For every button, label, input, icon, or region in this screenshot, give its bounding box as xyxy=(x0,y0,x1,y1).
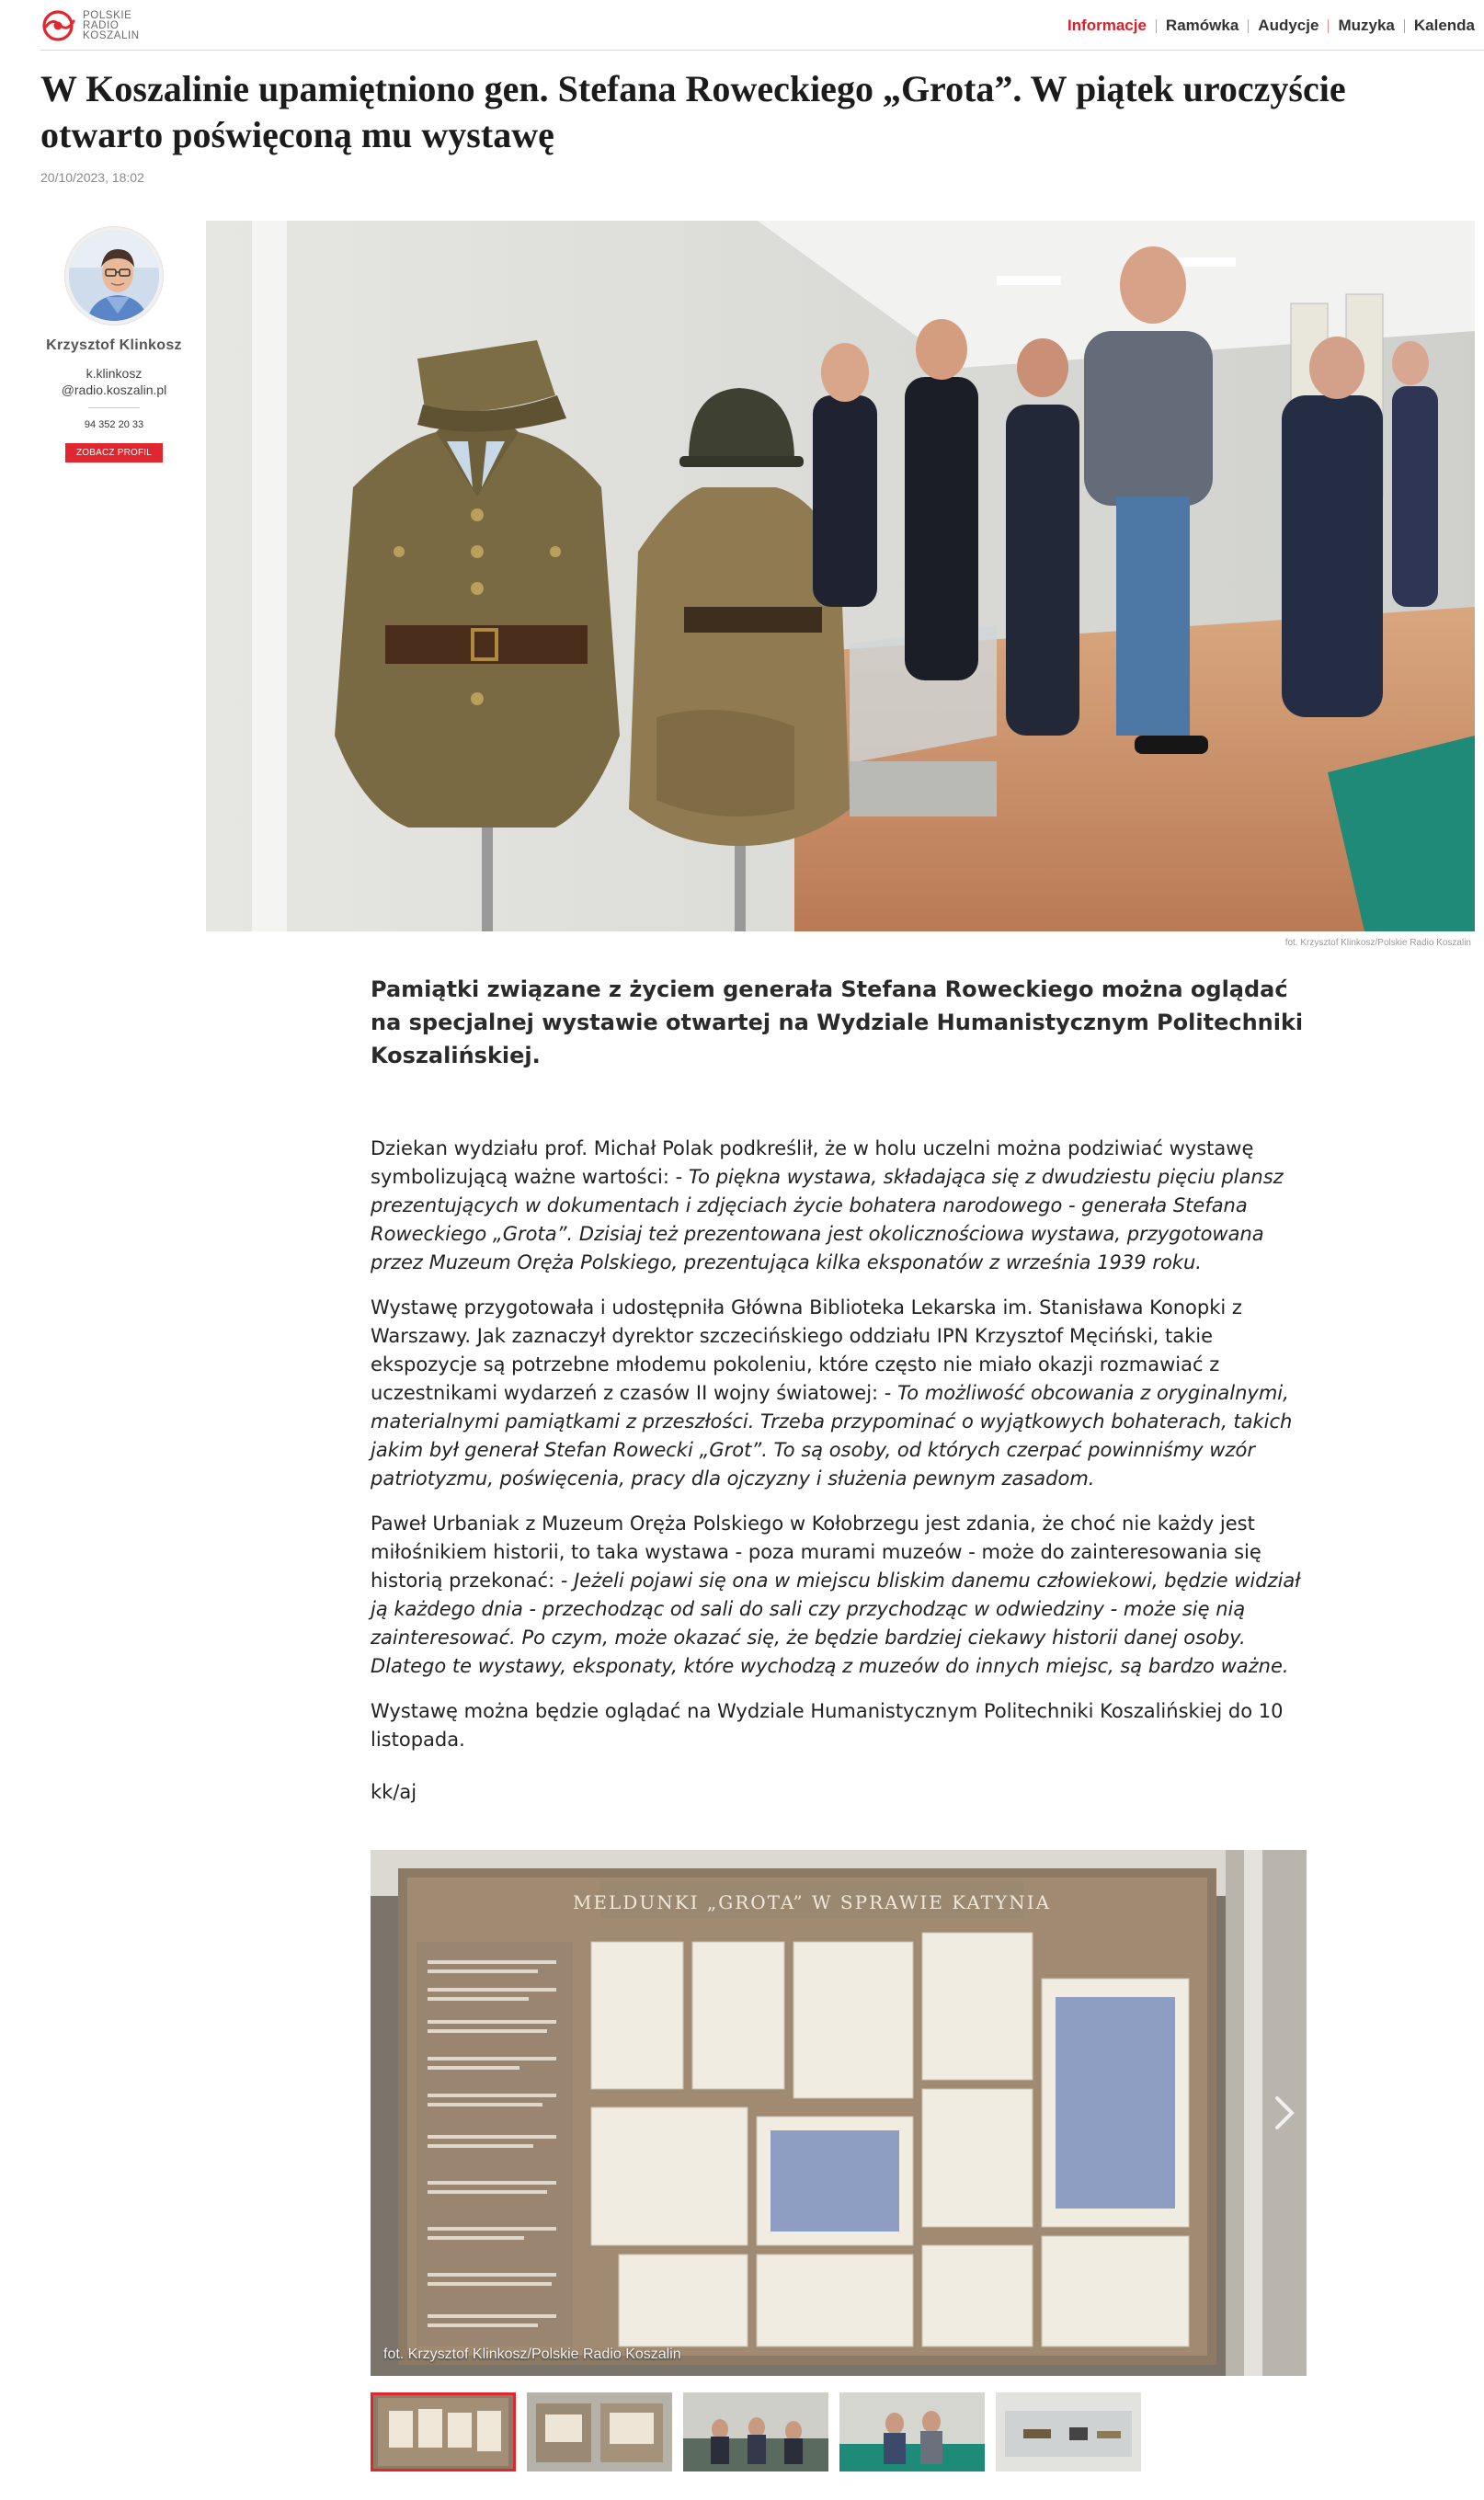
site-header xyxy=(0,0,1484,51)
gallery-thumb[interactable] xyxy=(527,2392,672,2471)
view-profile-button[interactable]: ZOBACZ PROFIL xyxy=(65,443,163,462)
author-email-domain: @radio.koszalin.pl xyxy=(61,382,167,397)
author-divider xyxy=(88,407,140,408)
article-body xyxy=(371,973,1308,1807)
photo-credit: fot. Krzysztof Klinkosz/Polskie Radio Koszalin xyxy=(1284,938,1471,948)
gallery-thumb[interactable] xyxy=(371,2392,516,2471)
gallery-thumb[interactable] xyxy=(996,2392,1141,2471)
main-photo[interactable] xyxy=(206,221,1475,931)
author-phone: 94 352 20 33 xyxy=(84,419,144,430)
article-date: 20/10/2023, 18:02 xyxy=(40,170,144,185)
article-paragraph: Wystawę można będzie oglądać na Wydziale Humanistycznym Politechniki Koszalińskiej do 10 listopada. xyxy=(371,1700,1284,1751)
header-divider xyxy=(40,50,1484,51)
article-signature: kk/aj xyxy=(371,1781,417,1803)
thumb-image xyxy=(839,2392,985,2471)
author-name[interactable]: Krzysztof Klinkosz xyxy=(46,337,182,353)
nav-item-muzyka[interactable]: Muzyka xyxy=(1338,17,1395,34)
chevron-right-icon[interactable] xyxy=(1268,2091,1301,2135)
quote: To piękna wystawa, składająca się z dwudziestu pięciu plansz prezentujących w dokumentach i zdjęciach życie bohatera narodowego - generała Stefana Roweckiego „Grota”. Dzisiaj też prezentowana jest okolicznościowa wystawa, przygotowana przez Muzeum Oręża Polskiego, prezentująca kilka eksponatów z września 1939 roku. xyxy=(371,1166,1284,1273)
thumb-image xyxy=(996,2392,1141,2471)
thumb-image xyxy=(371,2392,516,2471)
board-title: MELDUNKI „GROTA” W SPRAWIE KATYNIA xyxy=(572,1891,1052,1913)
quote: Jeżeli pojawi się ona w miejscu bliskim danemu człowiekowi, będzie widział ją każdego dnia - przechodząc od sali do sali czy przychodząc w odwiedziny - może się nią zainteresować. Po czym, może okazać się, że będzie bardziej ciekawy historii danej osoby. Dlatego te wystawy, eksponaty, które wychodzą z muzeów do innych miejsc, są bardzo ważne. xyxy=(371,1570,1301,1677)
radio-logo-icon xyxy=(40,8,79,43)
article-paragraph: Wystawę przygotowała i udostępniła Główna Biblioteka Lekarska im. Stanisława Konopki z Warszawy. Jak zaznaczył dyrektor szczecińskiego oddziału IPN Krzysztof Męciński, takie ekspozycje są potrzebne młodemu pokoleniu, które często nie miało okazji rozmawiać z uczestnikami wydarzeń z czasów II wojny światowej: - To możliwość obcowania z oryginalnymi, materialnymi pamiątkami z przeszłości. Trzeba przypominać o wyjątkowych bohaterach, takich jakim był generał Stefan Rowecki „Grot”. To są osoby, od których czerpać powinniśmy wzór patriotyzmu, poświęcenia, pracy dla ojczyzny i służenia pewnym zasadom. xyxy=(371,1296,1293,1490)
main-nav xyxy=(1058,15,1484,37)
thumb-image xyxy=(527,2392,672,2471)
author-photo xyxy=(69,231,163,325)
author-email-user: k.klinkosz xyxy=(86,366,143,381)
author-box xyxy=(40,221,188,462)
nav-item-audycje[interactable]: Audycje xyxy=(1258,17,1319,34)
article-title: W Koszalinie upamiętniono gen. Stefana Roweckiego „Grota”. W piątek uroczyście otwarto poświęconą mu wystawę xyxy=(40,68,1346,155)
gallery-credit: fot. Krzysztof Klinkosz/Polskie Radio Koszalin xyxy=(383,2346,681,2362)
gallery-thumb[interactable] xyxy=(839,2392,985,2471)
gallery-thumb[interactable] xyxy=(683,2392,828,2471)
thumb-image xyxy=(683,2392,828,2471)
gallery-photo xyxy=(371,1850,1307,2376)
site-logo[interactable] xyxy=(40,7,140,44)
nav-item-ramowka[interactable]: Ramówka xyxy=(1165,17,1239,34)
author-avatar[interactable] xyxy=(65,227,163,325)
nav-item-kalendarz[interactable]: Kalenda xyxy=(1413,17,1475,34)
exhibition-photo xyxy=(206,221,1475,931)
photo-gallery[interactable] xyxy=(371,1850,1307,2376)
article-lead: Pamiątki związane z życiem generała Stefana Roweckiego można oglądać na specjalnej wystawie otwartej na Wydziale Humanistycznym Politechniki Koszalińskiej. xyxy=(371,976,1304,1068)
article-paragraph: Paweł Urbaniak z Muzeum Oręża Polskiego w Kołobrzegu jest zdania, że choć nie każdy jest miłośnikiem historii, to taka wystawa - poza murami muzeów - może do zainteresowania się historią przekonać: - Jeżeli pojawi się ona w miejscu bliskim danemu człowiekowi, będzie widział ją każdego dnia - przechodząc od sali do sali czy przychodząc w odwiedziny - może się nią zainteresować. Po czym, może okazać się, że będzie bardziej ciekawy historii danej osoby. Dlatego te wystawy, eksponaty, które wychodzą z muzeów do innych miejsc, są bardzo ważne. xyxy=(371,1513,1301,1677)
nav-item-informacje[interactable]: Informacje xyxy=(1067,17,1147,34)
article-paragraph: Dziekan wydziału prof. Michał Polak podkreślił, że w holu uczelni można podziwiać wystawę symbolizującą ważne wartości: - To piękna wystawa, składająca się z dwudziestu pięciu plansz prezentujących w dokumentach i zdjęciach życie bohatera narodowego - generała Stefana Roweckiego „Grota”. Dzisiaj też prezentowana jest okolicznościowa wystawa, przygotowana przez Muzeum Oręża Polskiego, prezentująca kilka eksponatów z września 1939 roku. xyxy=(371,1137,1284,1273)
author-email[interactable] xyxy=(40,365,188,398)
logo-wordmark: POLSKIE RADIO KOSZALIN xyxy=(83,9,140,41)
quote: To możliwość obcowania z oryginalnymi, materialnymi pamiątkami z przeszłości. Trzeba przypominać o wyjątkowych bohaterach, takich jakim był generał Stefan Rowecki „Grot”. To są osoby, od których czerpać powinniśmy wzór patriotyzmu, poświęcenia, pracy dla ojczyzny i służenia pewnym zasadom. xyxy=(371,1382,1293,1490)
gallery-thumbnails xyxy=(371,2392,1308,2471)
